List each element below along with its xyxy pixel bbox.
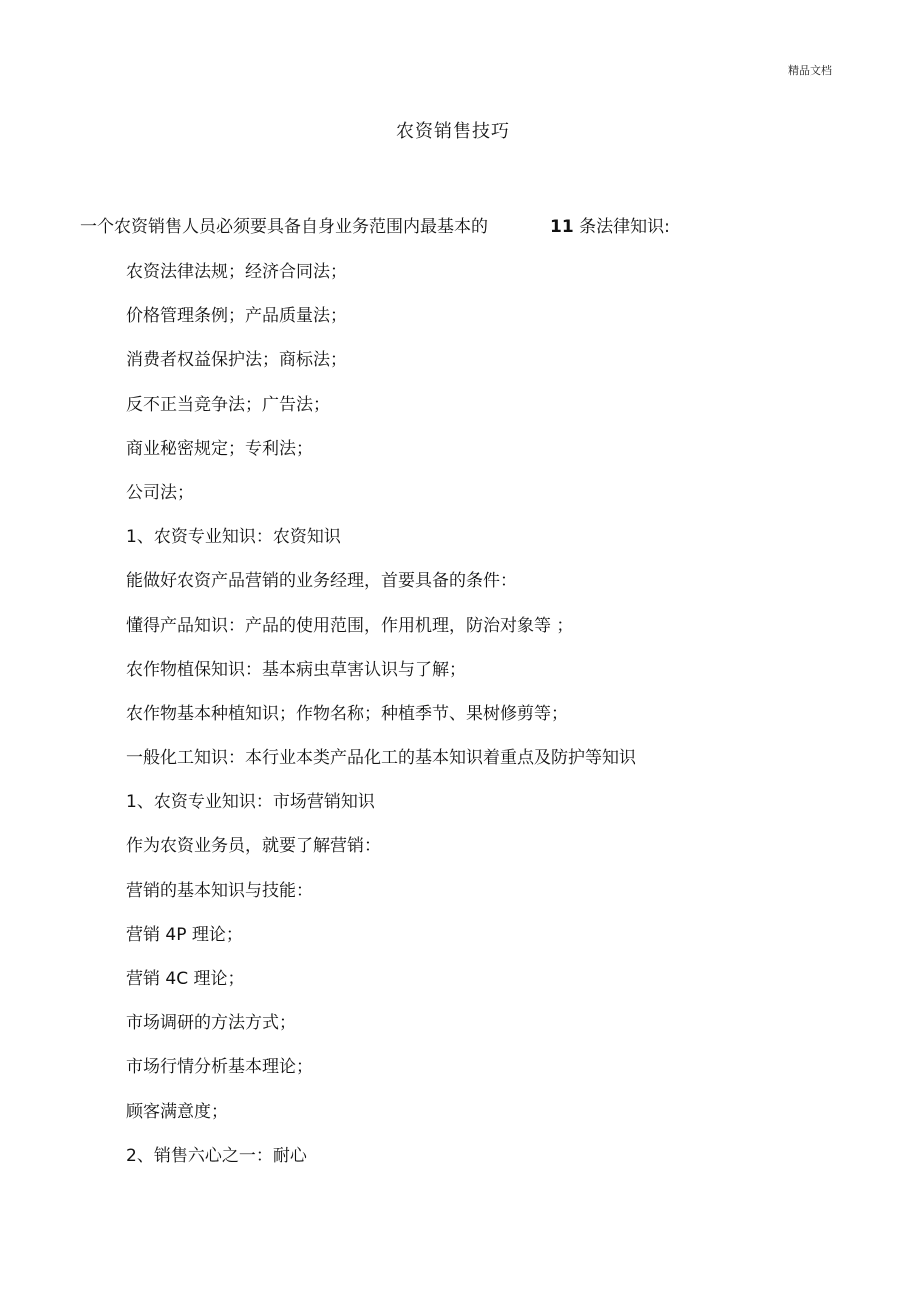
watermark-label: 精品文档: [788, 64, 832, 77]
content-line: 消费者权益保护法；商标法；: [126, 350, 347, 371]
intro-number: 11: [550, 217, 574, 237]
content-line: 商业秘密规定；专利法；: [126, 438, 313, 459]
content-list: [126, 260, 866, 1188]
content-line: 营销 4P 理论；: [126, 924, 243, 945]
content-line: 作为农资业务员，就要了解营销：: [126, 836, 381, 857]
intro-paragraph: [80, 215, 840, 239]
content-line: 农作物植保知识：基本病虫草害认识与了解；: [126, 659, 466, 680]
content-line: 营销的基本知识与技能：: [126, 880, 313, 901]
section-heading: 1、农资专业知识：农资知识: [126, 527, 341, 548]
content-line: 市场调研的方法方式；: [126, 1013, 296, 1034]
document-title: 农资销售技巧: [396, 121, 510, 142]
content-line: 农资法律法规；经济合同法；: [126, 262, 347, 282]
content-line: 营销 4C 理论；: [126, 969, 245, 989]
content-line: 反不正当竞争法；广告法；: [126, 394, 330, 415]
content-line: 能做好农资产品营销的业务经理，首要具备的条件：: [126, 571, 517, 592]
content-line: 价格管理条例；产品质量法；: [126, 306, 347, 327]
content-line: 懂得产品知识：产品的使用范围，作用机理，防治对象等 ；: [126, 615, 574, 636]
section-heading: 1、农资专业知识：市场营销知识: [126, 792, 375, 813]
section-heading: 2、销售六心之一：耐心: [126, 1145, 307, 1166]
content-line: 公司法；: [126, 482, 194, 503]
content-line: 一般化工知识：本行业本类产品化工的基本知识着重点及防护等知识: [126, 748, 636, 769]
content-line: 市场行情分析基本理论；: [126, 1057, 313, 1078]
content-line: 农作物基本种植知识；作物名称；种植季节、果树修剪等；: [126, 703, 568, 724]
intro-text-end: 条法律知识:: [579, 217, 670, 237]
content-line: 顾客满意度；: [126, 1101, 228, 1122]
intro-text: 一个农资销售人员必须要具备自身业务范围内最基本的: [80, 217, 488, 237]
